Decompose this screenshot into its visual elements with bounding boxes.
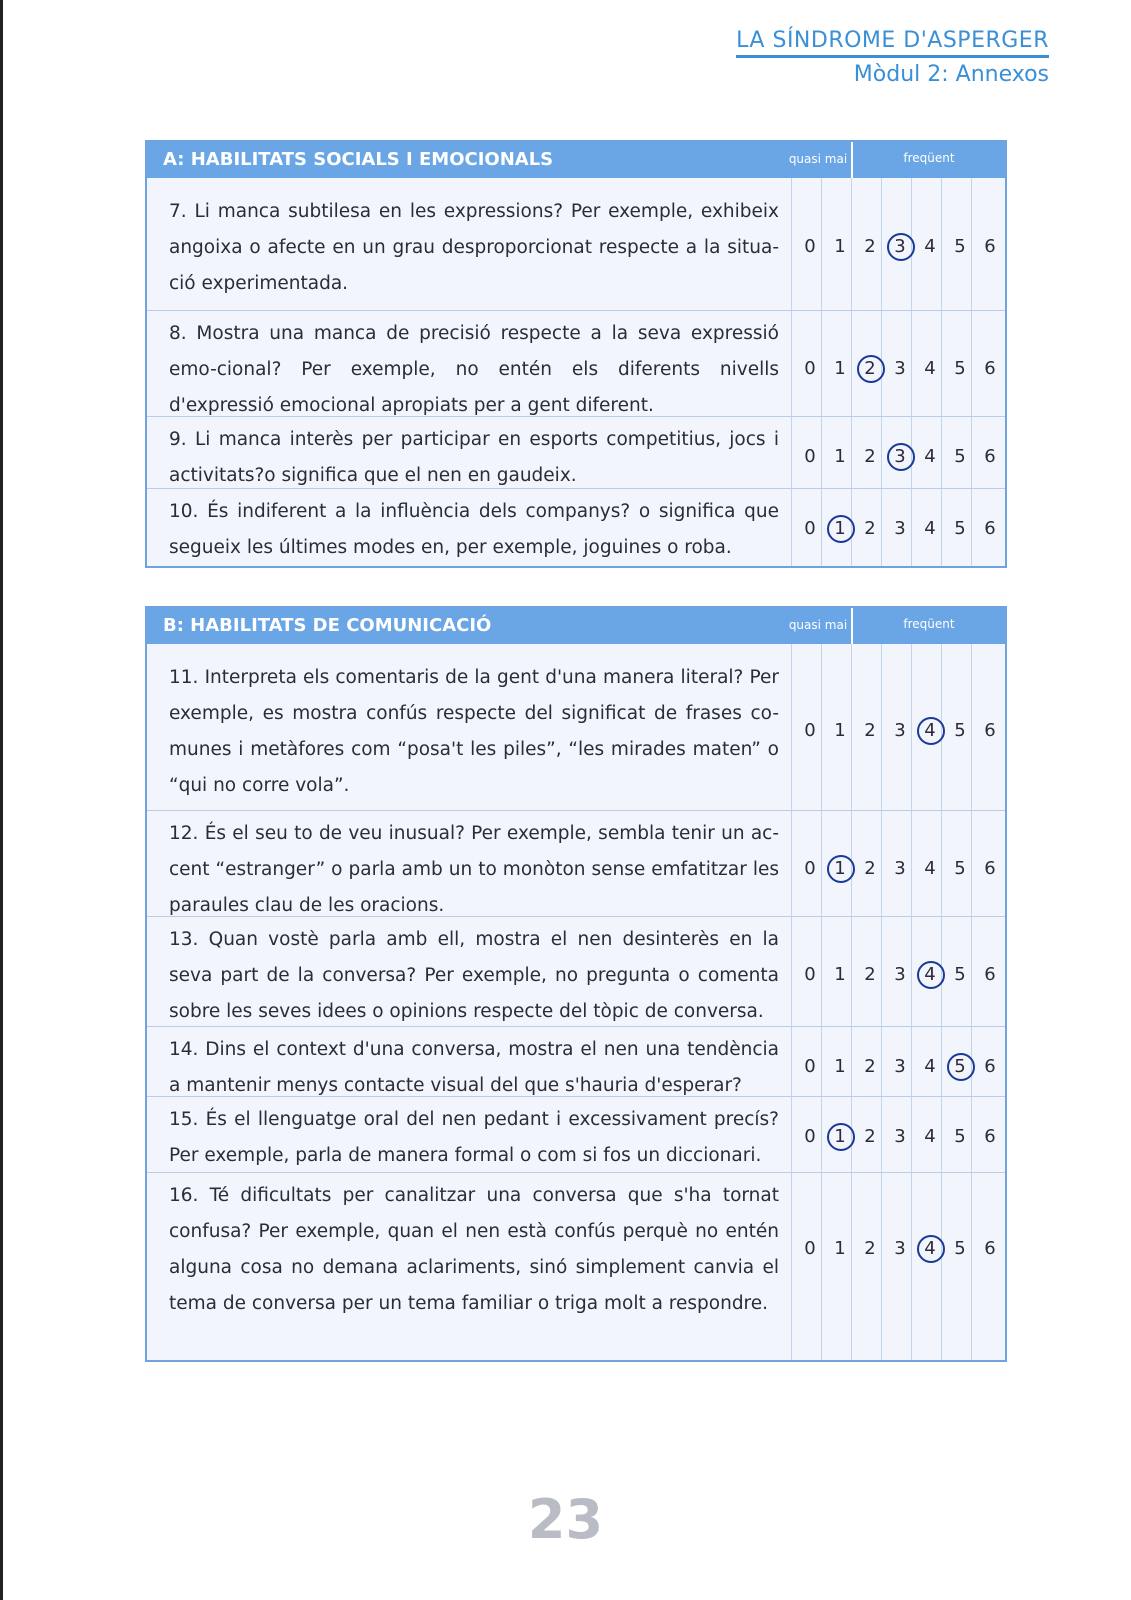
score-option[interactable]: 3 (894, 964, 906, 985)
score-option[interactable]: 4 (924, 858, 936, 879)
score-option[interactable]: 3 (894, 720, 906, 741)
score-option[interactable]: 6 (984, 1238, 996, 1259)
question-row (147, 1172, 1005, 1334)
score-option[interactable]: 4 (924, 1056, 936, 1077)
score-option[interactable]: 5 (954, 720, 966, 741)
score-option[interactable]: 5 (954, 518, 966, 539)
score-option[interactable]: 3 (894, 358, 906, 379)
score-option[interactable]: 1 (834, 964, 846, 985)
score-option[interactable]: 2 (864, 1056, 876, 1077)
score-option-selected[interactable]: 4 (915, 720, 945, 741)
score-option[interactable]: 2 (864, 1126, 876, 1147)
score-option[interactable]: 3 (894, 1238, 906, 1259)
score-option-selected[interactable]: 1 (825, 518, 855, 539)
score-option[interactable]: 2 (864, 518, 876, 539)
score-option[interactable]: 5 (954, 236, 966, 257)
question-text: 14. Dins el context d'una conversa, mostra el nen una tendència a mantenir menys contacte visual del que s'hauria d'esperar? (169, 1039, 779, 1096)
score-option[interactable]: 0 (804, 446, 816, 467)
score-option[interactable]: 1 (834, 446, 846, 467)
scale-high-label: freqüent (903, 151, 955, 165)
score-scale (795, 1238, 1007, 1259)
score-option[interactable]: 0 (804, 720, 816, 741)
score-option[interactable]: 1 (834, 1238, 846, 1259)
score-scale (795, 518, 1007, 539)
question-row (147, 916, 1005, 1027)
score-option[interactable]: 2 (864, 446, 876, 467)
question-row (147, 1026, 1005, 1097)
score-option[interactable]: 0 (804, 236, 816, 257)
question-text: 11. Interpreta els comentaris de la gent d'una manera literal? Per exemple, es mostra confús respecte del significat de frases co-munes i metàfores com “posa't les piles”, “les mirades maten” o “qui no corre vola”. (169, 667, 779, 796)
score-option[interactable]: 0 (804, 518, 816, 539)
score-option[interactable]: 4 (924, 518, 936, 539)
score-option[interactable]: 4 (924, 236, 936, 257)
question-text: 15. És el llenguatge oral del nen pedant i excessivament precís? Per exemple, parla de manera formal o com si fos un diccionari. (169, 1109, 779, 1166)
score-option[interactable]: 0 (804, 858, 816, 879)
question-text: 8. Mostra una manca de precisió respecte a la seva expressió emo-cional? Per exemple, no entén els diferents nivells d'expressió emocional apropiats per a gent diferent. (169, 323, 779, 416)
score-option[interactable]: 4 (924, 1126, 936, 1147)
score-option[interactable]: 6 (984, 964, 996, 985)
score-option[interactable]: 2 (864, 964, 876, 985)
question-text: 9. Li manca interès per participar en esports competitius, jocs i activitats?o significa que el nen en gaudeix. (169, 429, 779, 486)
scale-high-label: freqüent (903, 617, 955, 631)
score-option[interactable]: 3 (894, 858, 906, 879)
question-row (147, 416, 1005, 489)
score-option[interactable]: 5 (954, 964, 966, 985)
question-row (147, 1096, 1005, 1173)
score-option[interactable]: 0 (804, 964, 816, 985)
header-subtitle: Mòdul 2: Annexos (853, 62, 1049, 87)
score-option-selected[interactable]: 1 (825, 1126, 855, 1147)
score-option-selected[interactable]: 4 (915, 964, 945, 985)
score-option[interactable]: 0 (804, 358, 816, 379)
question-row (147, 654, 1005, 811)
score-scale (795, 964, 1007, 985)
score-scale (795, 858, 1007, 879)
score-option[interactable]: 6 (984, 236, 996, 257)
score-option-selected[interactable]: 4 (915, 1238, 945, 1259)
score-option[interactable]: 4 (924, 358, 936, 379)
score-option[interactable]: 3 (894, 1056, 906, 1077)
score-option[interactable]: 2 (864, 858, 876, 879)
question-text: 12. És el seu to de veu inusual? Per exemple, sembla tenir un ac-cent “estranger” o parla amb un to monòton sense emfatitzar les paraules clau de les oracions. (169, 823, 779, 916)
score-scale (795, 720, 1007, 741)
score-option-selected[interactable]: 2 (855, 358, 885, 379)
score-option[interactable]: 6 (984, 446, 996, 467)
question-row (147, 810, 1005, 917)
page-header (736, 28, 1049, 87)
score-option[interactable]: 3 (894, 518, 906, 539)
section-title: B: HABILITATS DE COMUNICACIÓ (163, 615, 492, 636)
score-option[interactable]: 2 (864, 236, 876, 257)
section-social-emotional (145, 140, 1007, 568)
scale-low-label: quasi mai (788, 618, 848, 632)
score-option[interactable]: 6 (984, 1056, 996, 1077)
score-option[interactable]: 3 (894, 1126, 906, 1147)
score-option[interactable]: 6 (984, 1126, 996, 1147)
score-scale (795, 358, 1007, 379)
score-option[interactable]: 2 (864, 720, 876, 741)
score-option[interactable]: 5 (954, 446, 966, 467)
score-option-selected[interactable]: 3 (885, 236, 915, 257)
score-option[interactable]: 5 (954, 358, 966, 379)
score-option[interactable]: 6 (984, 858, 996, 879)
score-option[interactable]: 1 (834, 236, 846, 257)
score-option-selected[interactable]: 5 (945, 1056, 975, 1077)
score-scale (795, 446, 1007, 467)
question-row (147, 188, 1005, 311)
score-option[interactable]: 6 (984, 720, 996, 741)
question-text: 16. Té dificultats per canalitzar una conversa que s'ha tornat confusa? Per exemple, quan el nen està confús perquè no entén alguna cosa no demana aclariments, sinó simplement canvia el tema de conversa per un tema familiar o triga molt a respondre. (169, 1185, 779, 1314)
score-option[interactable]: 5 (954, 858, 966, 879)
question-text: 7. Li manca subtilesa en les expressions? Per exemple, exhibeix angoixa o afecte en un grau desproporcionat respecte a la situa-ció experimentada. (169, 201, 779, 294)
score-scale (795, 1056, 1007, 1077)
score-option-selected[interactable]: 1 (825, 858, 855, 879)
score-option[interactable]: 2 (864, 1238, 876, 1259)
score-scale (795, 236, 1007, 257)
score-option[interactable]: 0 (804, 1238, 816, 1259)
score-option[interactable]: 1 (834, 720, 846, 741)
question-text: 10. És indiferent a la influència dels companys? o significa que segueix les últimes modes en, per exemple, joguines o roba. (169, 501, 779, 558)
page-number: 23 (527, 1488, 604, 1551)
score-scale (795, 1126, 1007, 1147)
score-option[interactable]: 0 (804, 1056, 816, 1077)
score-option[interactable]: 1 (834, 358, 846, 379)
score-option[interactable]: 5 (954, 1126, 966, 1147)
section-title: A: HABILITATS SOCIALS I EMOCIONALS (163, 149, 554, 170)
score-option[interactable]: 4 (924, 446, 936, 467)
question-text: 13. Quan vostè parla amb ell, mostra el nen desinterès en la seva part de la conversa? Per exemple, no pregunta o comenta sobre les seves idees o opinions respecte del tòpic de conversa. (169, 929, 779, 1022)
question-row (147, 488, 1005, 570)
section-communication (145, 606, 1007, 1362)
score-option[interactable]: 1 (834, 1056, 846, 1077)
score-option-selected[interactable]: 3 (885, 446, 915, 467)
score-option[interactable]: 5 (954, 1238, 966, 1259)
section-header (147, 142, 1005, 178)
header-title: LA SÍNDROME D'ASPERGER (736, 28, 1049, 58)
score-option[interactable]: 6 (984, 358, 996, 379)
section-header (147, 608, 1005, 644)
question-row (147, 310, 1005, 417)
score-option[interactable]: 0 (804, 1126, 816, 1147)
scan-edge (0, 0, 3, 1600)
score-option[interactable]: 6 (984, 518, 996, 539)
scale-low-label: quasi mai (788, 152, 848, 166)
